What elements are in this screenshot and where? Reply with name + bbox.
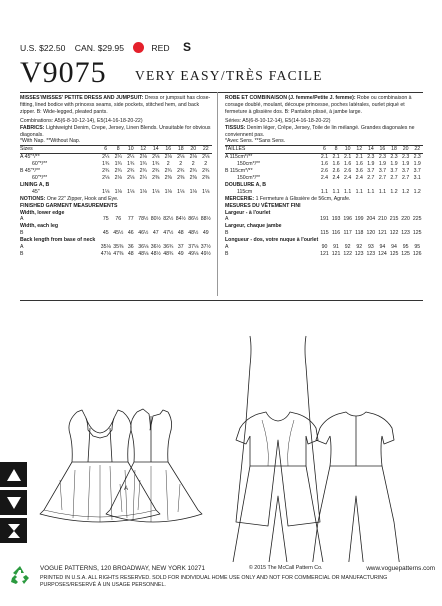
tissus-fr (225, 125, 423, 139)
table-cell: 124 (378, 250, 387, 257)
row-label: B (225, 230, 229, 237)
fabrics-text: Lightweight Denim, Crepe, Jersey, Linen Blends. Unsuitable for obvious diagonals. (20, 124, 211, 138)
footer (40, 565, 435, 590)
table-cell: 2¾ (127, 168, 135, 175)
table-row (225, 168, 423, 175)
table-cell: 2¾ (189, 168, 197, 175)
table-cell: 2¼ (102, 154, 110, 161)
table-cell: 2⅛ (114, 174, 122, 181)
copyright: © 2015 The McCall Pattern Co. (248, 565, 323, 571)
header-rule (20, 92, 423, 93)
table-cell: 1.9 (378, 161, 387, 168)
table-cell: 2⅛ (102, 174, 110, 181)
pattern-number: V9075 (20, 56, 107, 89)
table-cell: 2.6 (332, 168, 340, 175)
table-cell: 1.6 (344, 161, 352, 168)
table-cell: 3.7 (402, 168, 410, 175)
table-cell: 95 (414, 244, 421, 251)
table-cell: 48¾ (163, 250, 174, 257)
table-cell: 1.1 (378, 188, 387, 195)
notions-en (20, 196, 212, 203)
table-cell: 2.7 (367, 174, 375, 181)
back-length-label-fr: Longueur - dos, votre nuque à l'ourlet (225, 237, 319, 244)
table-cell: 1⅛ (202, 188, 210, 195)
table-cell: 204 (366, 216, 376, 223)
table-cell: 1⅛ (114, 188, 122, 195)
table-cell: 48½ (188, 230, 199, 237)
table-cell: 91 (333, 244, 339, 251)
table-cell: 210 (378, 216, 387, 223)
table-cell: 3.7 (378, 168, 387, 175)
table-cell: 2.4 (344, 174, 352, 181)
table-cell: 120 (366, 230, 376, 237)
table-cell: 77 (127, 216, 134, 223)
size-col-header: 16 (379, 146, 386, 153)
table-row (20, 189, 212, 196)
table-cell: 94 (391, 244, 397, 251)
table-cell: 118 (355, 230, 364, 237)
table-cell: 86½ (188, 216, 199, 223)
table-cell: 3.7 (413, 168, 421, 175)
table-cell: 2⅜ (189, 174, 197, 181)
table-cell: 35⅜ (113, 244, 124, 251)
row-label: B 45"*/** (20, 168, 41, 175)
table-cell: 191 (320, 216, 329, 223)
lining-label: LINING A, B (20, 181, 50, 188)
french-column (225, 95, 423, 258)
table-cell: 47 (152, 230, 159, 237)
size-header-row-fr (225, 145, 423, 154)
description-title: MISSES'/MISSES' PETITE DRESS AND JUMPSUIT: (20, 95, 144, 101)
table-cell: 2.7 (390, 174, 398, 181)
size-col-header: 16 (165, 146, 172, 153)
hourglass-icon (0, 518, 27, 543)
table-cell: 45½ (113, 230, 124, 237)
table-cell: 78½ (138, 216, 149, 223)
table-cell: 1.6 (355, 161, 363, 168)
jumpsuit-b-front-drawing (232, 336, 324, 562)
row-label: A (225, 216, 229, 223)
table-cell: 1¾ (114, 161, 122, 168)
table-cell: 3.1 (413, 174, 421, 181)
column-divider (217, 92, 218, 296)
width-leg-label: Width, each leg (20, 223, 58, 230)
table-cell: 1⅛ (127, 188, 135, 195)
table-cell: 2.7 (378, 174, 387, 181)
size-col-header: 14 (152, 146, 159, 153)
tissus-text: Denim léger, Crêpe, Jersey, Toile de lin mélangé. Grandes diagonales ne conviennent pas. (225, 124, 415, 138)
notions-text-fr: 1 Fermeture à Glissière de 56cm, Agrafe. (255, 195, 351, 202)
table-cell: 122 (389, 230, 399, 237)
size-col-header: 14 (367, 146, 374, 153)
table-cell: 92 (344, 244, 351, 251)
garment-illustrations (0, 300, 442, 562)
sizes-label-fr: TAILLES (225, 146, 246, 153)
table-cell: 47½ (163, 230, 174, 237)
size-col-header: 10 (127, 146, 134, 153)
table-cell: 215 (389, 216, 399, 223)
series: Séries: A5(6-8-10-12-14), E5(14-16-18-20-22) (225, 117, 331, 124)
table-cell: 3.6 (355, 168, 363, 175)
table-cell: 2.4 (332, 174, 340, 181)
table-cell: 125 (389, 250, 399, 257)
table-row (225, 244, 423, 251)
triangle-up-icon (0, 462, 27, 487)
table-cell: 1.1 (320, 188, 329, 195)
triangle-down-icon (0, 490, 27, 515)
table-cell: 92 (356, 244, 363, 251)
table-cell: 123 (354, 250, 364, 257)
finished-label: FINISHED GARMENT MEASUREMENTS (20, 202, 118, 209)
lining-label-fr: DOUBLURE A, B (225, 181, 267, 188)
size-header-row (20, 145, 212, 154)
table-cell: 2⅜ (164, 174, 172, 181)
table-cell: 2⅛ (164, 154, 172, 161)
table-cell: 48⅛ (138, 250, 149, 257)
size-col-header: 8 (116, 146, 120, 153)
table-cell: 2¼ (114, 154, 122, 161)
table-cell: 1.6 (320, 161, 329, 168)
table-cell: 125 (401, 250, 410, 257)
table-cell: 123 (366, 250, 376, 257)
table-cell: 2 (204, 161, 208, 168)
table-cell: 115 (320, 230, 329, 237)
table-cell: 2¾ (177, 168, 185, 175)
table-cell: 76 (115, 216, 122, 223)
description-fr (225, 95, 423, 116)
view-a-label: A (124, 486, 129, 492)
company-address: VOGUE PATTERNS, 120 BROADWAY, NEW YORK 10271 (40, 565, 206, 572)
table-cell: 1¾ (127, 161, 135, 168)
table-cell: 220 (401, 216, 410, 223)
row-label: 115cm (237, 188, 253, 195)
fabrics-en (20, 125, 212, 139)
price-line (20, 40, 198, 54)
table-cell: 82½ (163, 216, 174, 223)
table-cell: 2¾ (102, 168, 110, 175)
width-hem-label: Width, lower edge (20, 209, 65, 216)
symbol-bar (0, 462, 27, 570)
size-col-header: 8 (334, 146, 338, 153)
table-cell: 2.1 (344, 154, 352, 161)
table-cell: 1.1 (367, 188, 375, 195)
combinations: Combinations: A5(6-8-10-12-14), E5(14-16-18-20-22) (20, 117, 143, 124)
jumpsuit-b-back-drawing (312, 412, 400, 562)
table-cell: 1¾ (139, 161, 147, 168)
row-label: 60"*/** (32, 174, 48, 181)
table-cell: 95 (402, 244, 409, 251)
sizes-label: Sizes (20, 146, 33, 153)
table-cell: 2.3 (390, 154, 398, 161)
us-price: U.S. $22.50 (20, 43, 66, 53)
table-cell: 1.1 (344, 188, 352, 195)
table-cell: 46 (127, 230, 134, 237)
table-cell: 1⅛ (189, 188, 197, 195)
table-cell: 126 (412, 250, 422, 257)
table-cell: 1⅛ (152, 188, 160, 195)
description-text: Dress or jumpsuit has close-fitting, lined bodice with princess seams, side pockets, stitched hem, and back zipper. B: Wide-legged, pleated pants. (20, 95, 211, 115)
table-cell: 2⅛ (202, 154, 210, 161)
row-label: B (20, 230, 24, 237)
size-col-header: 12 (140, 146, 147, 153)
table-row (225, 189, 423, 196)
table-cell: 47⅛ (100, 250, 111, 257)
size-col-header: 6 (323, 146, 326, 153)
size-col-header: 22 (414, 146, 421, 153)
row-label: 150cm*/** (237, 174, 261, 181)
table-cell: 2.4 (355, 174, 363, 181)
table-row (20, 251, 212, 258)
table-cell: 2.3 (367, 154, 375, 161)
size-code: S (182, 40, 191, 54)
table-cell: 47⅜ (113, 250, 124, 257)
table-cell: 80½ (150, 216, 161, 223)
table-row (225, 216, 423, 223)
table-cell: 2⅛ (152, 154, 160, 161)
table-cell: 93 (367, 244, 374, 251)
table-cell: 1.9 (402, 161, 410, 168)
table-cell: 75 (102, 216, 109, 223)
table-cell: 3.7 (367, 168, 375, 175)
row-label: B (225, 250, 229, 257)
table-row (20, 244, 212, 251)
table-cell: 1⅛ (139, 188, 147, 195)
size-col-header: 12 (356, 146, 363, 153)
table-cell: 1.9 (390, 161, 398, 168)
table-cell: 1¾ (152, 161, 160, 168)
table-cell: 2¾ (164, 168, 172, 175)
table-cell: 49⅛ (188, 250, 199, 257)
width-hem-label-fr: Largeur - à l'ourlet (225, 209, 271, 216)
table-row (225, 230, 423, 237)
table-cell: 36¾ (163, 244, 174, 251)
row-label: 45" (32, 188, 40, 195)
table-cell: 2.7 (402, 174, 410, 181)
table-cell: 1⅛ (164, 188, 172, 195)
table-cell: 2 (191, 161, 195, 168)
table-cell: 121 (320, 250, 329, 257)
table-cell: 45 (102, 230, 109, 237)
color-dot-icon (133, 42, 144, 53)
row-label: 150cm*/** (237, 161, 261, 168)
table-cell: 2.3 (402, 154, 410, 161)
table-cell: 36⅛ (138, 244, 149, 251)
table-cell: 2¼ (139, 174, 147, 181)
table-cell: 117 (343, 230, 352, 237)
table-cell: 2¾ (202, 168, 210, 175)
description-title-fr: ROBE ET COMBINAISON (J. femme/Petite J. femme): (225, 95, 356, 101)
finished-label-fr: MESURES DU VÊTEMENT FINI (225, 202, 301, 209)
table-row (225, 251, 423, 258)
difficulty-tagline: VERY EASY/TRÈS FACILE (135, 68, 323, 83)
table-row (20, 154, 212, 161)
table-cell: 49 (202, 230, 209, 237)
row-label: B 115cm*/** (225, 168, 253, 175)
size-col-header: 10 (344, 146, 351, 153)
table-cell: 84½ (175, 216, 186, 223)
english-column (20, 95, 212, 258)
printed-notice: PRINTED IN U.S.A. ALL RIGHTS RESERVED. SOLD FOR INDIVIDUAL HOME USE ONLY AND NOT FOR COMMERCIAL OR MANUFACTURING PURPOSES/RESERVÉ À UN USAGE PERSONNEL. (40, 575, 388, 589)
table-cell: 121 (378, 230, 387, 237)
table-cell: 2 (166, 161, 170, 168)
row-label: A 45"*/** (20, 154, 40, 161)
table-cell: 1.9 (413, 161, 421, 168)
nap-note-fr: *Avec Sens. **Sans Sens. (225, 138, 286, 145)
table-cell: 2.4 (320, 174, 329, 181)
table-cell: 2⅛ (139, 154, 147, 161)
table-cell: 46½ (138, 230, 149, 237)
table-cell: 225 (412, 216, 422, 223)
table-cell: 1⅛ (177, 188, 185, 195)
table-cell: 36 (127, 244, 134, 251)
table-cell: 49 (177, 250, 184, 257)
table-cell: 2.1 (332, 154, 340, 161)
table-cell: 36½ (150, 244, 161, 251)
width-leg-label-fr: Largeur, chaque jambe (225, 223, 282, 230)
size-col-header: 6 (104, 146, 108, 153)
table-cell: 2.1 (355, 154, 363, 161)
table-cell: 48 (177, 230, 184, 237)
table-cell: 49½ (200, 250, 211, 257)
dress-a-back-drawing (106, 409, 202, 522)
table-cell: 121 (331, 250, 341, 257)
recycle-icon (10, 565, 30, 590)
table-cell: 2⅛ (127, 174, 135, 181)
table-cell: 2.1 (320, 154, 329, 161)
row-label: A 115cm*/** (225, 154, 253, 161)
table-cell: 3.7 (390, 168, 398, 175)
table-row (20, 161, 212, 168)
table-cell: 2¾ (139, 168, 147, 175)
table-cell: 2⅛ (177, 154, 185, 161)
size-col-header: 18 (391, 146, 397, 153)
tissus-label: TISSUS: (225, 124, 246, 131)
website-link[interactable]: www.voguepatterns.com (366, 565, 435, 572)
table-cell: 35⅛ (100, 244, 111, 251)
table-cell: 1.9 (367, 161, 375, 168)
table-row (225, 154, 423, 161)
table-cell: 48 (127, 250, 134, 257)
table-row (225, 161, 423, 168)
notions-label-fr: MERCERIE: (225, 195, 255, 202)
table-cell: 193 (331, 216, 341, 223)
table-cell: 90 (321, 244, 328, 251)
table-row (225, 175, 423, 182)
description-text-fr: Robe ou combinaison à corsage doublé, moulant, découpe princesse, poches latérales, ourlet piqué et fermeture à glissière dos. B: Pantalon plissé, à jambe large. (225, 95, 412, 115)
nap-note: *With Nap. **Without Nap. (20, 138, 81, 145)
table-cell: 2⅛ (189, 154, 197, 161)
table-cell: 199 (354, 216, 364, 223)
table-row (20, 175, 212, 182)
table-cell: 1.2 (413, 188, 421, 195)
color-code: RED (151, 43, 170, 53)
size-col-header: 22 (202, 146, 209, 153)
table-cell: 1.2 (390, 188, 398, 195)
can-price: CAN. $29.95 (74, 43, 124, 53)
size-col-header: 20 (190, 146, 197, 153)
table-row (20, 230, 212, 237)
table-cell: 37½ (200, 244, 211, 251)
row-label: 60"*/** (32, 161, 48, 168)
table-cell: 2 (179, 161, 183, 168)
table-cell: 2.6 (344, 168, 352, 175)
table-cell: 2¾ (114, 168, 122, 175)
row-label: B (20, 250, 24, 257)
description-en (20, 95, 212, 116)
table-cell: 2.3 (413, 154, 421, 161)
table-cell: 94 (379, 244, 386, 251)
dress-a-front-drawing (40, 410, 160, 522)
table-cell: 122 (343, 250, 352, 257)
size-col-header: 18 (177, 146, 184, 153)
table-cell: 2.3 (378, 154, 387, 161)
table-row (20, 216, 212, 223)
table-cell: 37 (177, 244, 184, 251)
size-col-header: 20 (402, 146, 409, 153)
table-cell: 2⅜ (177, 174, 185, 181)
table-cell: 1.2 (402, 188, 410, 195)
table-cell: 196 (343, 216, 352, 223)
table-cell: 1⅛ (102, 188, 110, 195)
table-cell: 1.6 (332, 161, 340, 168)
notions-fr (225, 196, 423, 203)
notions-label: NOTIONS: (20, 195, 46, 202)
table-cell: 125 (412, 230, 422, 237)
table-cell: 123 (401, 230, 410, 237)
back-length-label: Back length from base of neck (20, 237, 96, 244)
table-cell: 1¾ (102, 161, 110, 168)
table-cell: 2.6 (320, 168, 329, 175)
row-label: A (20, 216, 24, 223)
table-cell: 2⅜ (152, 174, 160, 181)
table-cell: 48½ (150, 250, 161, 257)
table-row (20, 168, 212, 175)
table-cell: 37⅛ (188, 244, 199, 251)
notions-text: One 22" Zipper, Hook and Eye. (46, 195, 119, 202)
table-cell: 2⅜ (202, 174, 210, 181)
table-cell: 1.1 (332, 188, 340, 195)
table-cell: 1.1 (355, 188, 363, 195)
fabrics-label: FABRICS: (20, 124, 45, 131)
row-label: A (225, 244, 229, 251)
table-cell: 2¾ (152, 168, 160, 175)
table-cell: 88½ (200, 216, 211, 223)
table-cell: 2¼ (127, 154, 135, 161)
table-cell: 116 (331, 230, 341, 237)
row-label: A (20, 244, 24, 251)
